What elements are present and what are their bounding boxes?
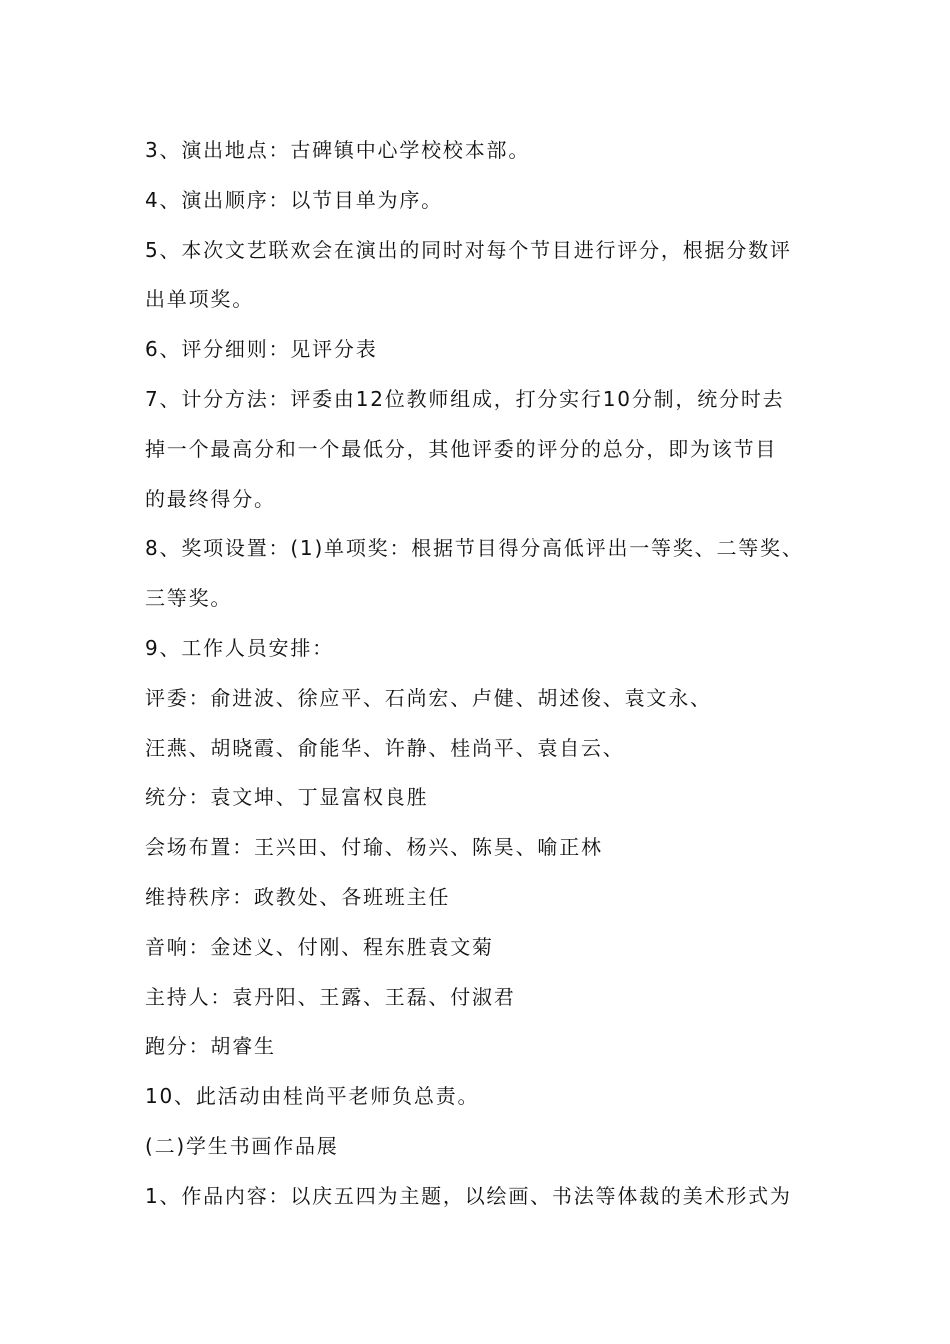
text-line: 评委：俞进波、徐应平、石尚宏、卢健、胡述俊、袁文永、 (145, 685, 712, 710)
text-line: 出单项奖。 (145, 287, 254, 312)
text-line: 维持秩序：政教处、各班班主任 (145, 884, 451, 909)
text-line: 8、奖项设置：(1)单项奖：根据节目得分高低评出一等奖、二等奖、 (145, 536, 804, 561)
text-line: 汪燕、胡晓霞、俞能华、许静、桂尚平、袁自云、 (145, 735, 625, 760)
text-line: 会场布置：王兴田、付瑜、杨兴、陈昊、喻正林 (145, 835, 603, 860)
text-line: 7、计分方法：评委由12位教师组成，打分实行10分制，统分时去 (145, 386, 785, 411)
text-line: 5、本次文艺联欢会在演出的同时对每个节目进行评分，根据分数评 (145, 237, 792, 262)
text-line: 音响：金述义、付刚、程东胜袁文菊 (145, 934, 494, 959)
text-line: (二)学生书画作品展 (145, 1133, 339, 1158)
text-line: 4、演出顺序：以节目单为序。 (145, 187, 443, 212)
text-line: 跑分：胡睿生 (145, 1034, 276, 1059)
text-line: 掉一个最高分和一个最低分，其他评委的评分的总分，即为该节目 (145, 436, 778, 461)
text-line: 三等奖。 (145, 586, 233, 611)
text-line: 的最终得分。 (145, 486, 276, 511)
text-line: 统分：袁文坤、丁显富权良胜 (145, 785, 429, 810)
text-line: 主持人：袁丹阳、王露、王磊、付淑君 (145, 984, 516, 1009)
document-body (145, 136, 815, 1232)
text-line: 3、演出地点：古碑镇中心学校校本部。 (145, 138, 531, 162)
text-line: 1、作品内容：以庆五四为主题，以绘画、书法等体裁的美术形式为 (145, 1183, 792, 1208)
text-line: 9、工作人员安排： (145, 635, 334, 660)
text-line: 10、此活动由桂尚平老师负总责。 (145, 1084, 480, 1109)
text-line: 6、评分细则：见评分表 (145, 337, 378, 362)
